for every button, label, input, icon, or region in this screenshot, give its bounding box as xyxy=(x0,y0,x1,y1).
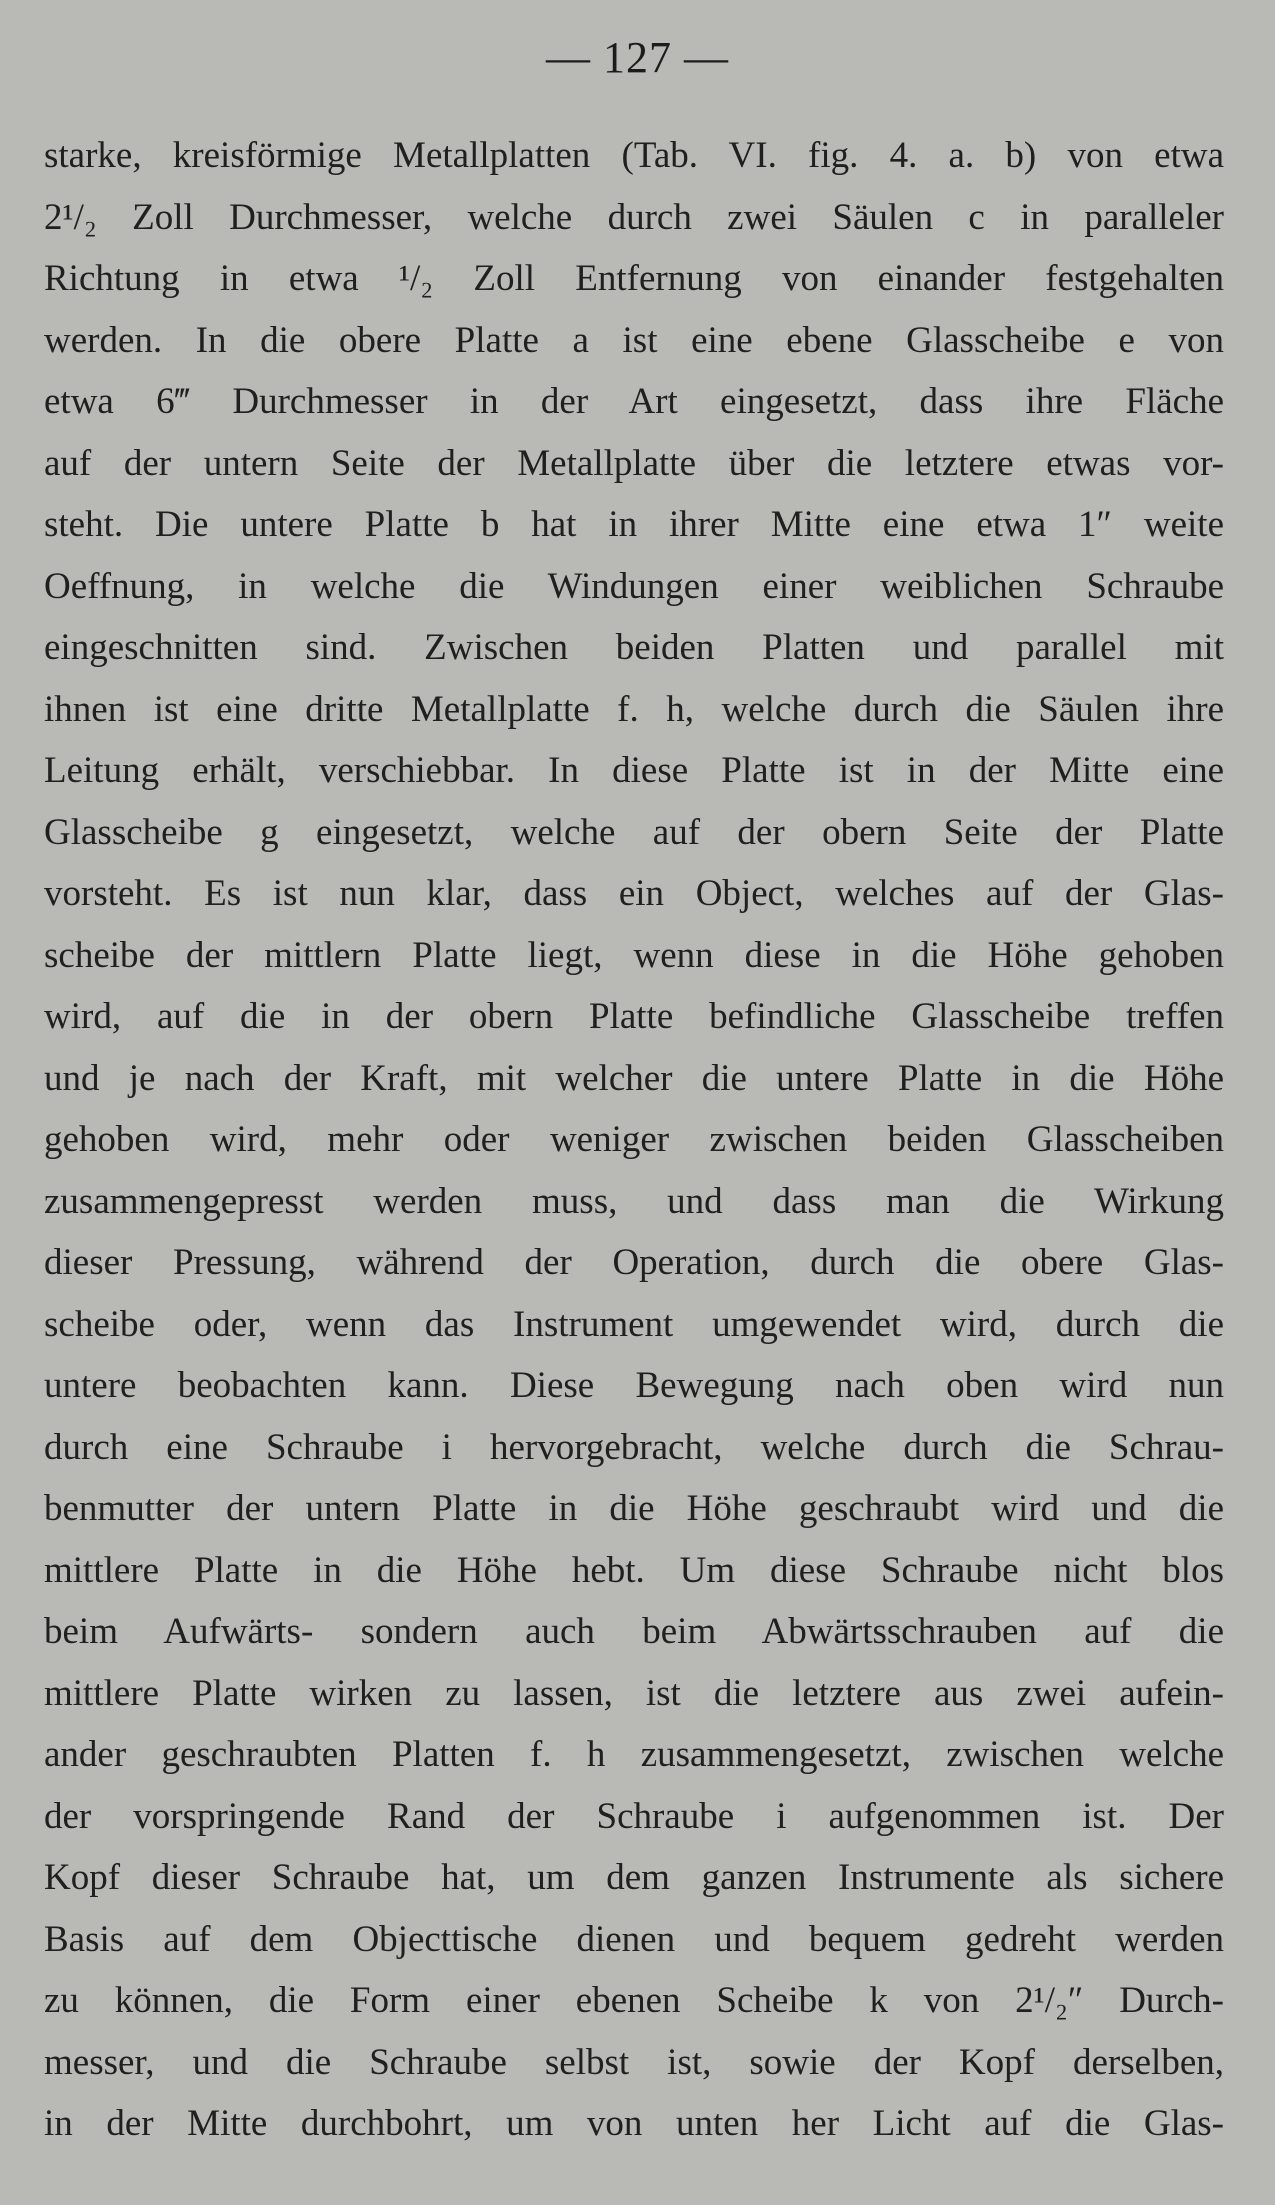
text-line: dieser Pressung, während der Operation, durch die obere Glas- xyxy=(44,1242,1224,1283)
body-text xyxy=(44,125,1224,2155)
text-line: messer, und die Schraube selbst ist, sowie der Kopf derselben, xyxy=(44,2041,1224,2083)
text-line: eingeschnitten sind. Zwischen beiden Platten und parallel mit xyxy=(44,627,1224,668)
text-line: untere beobachten kann. Diese Bewegung nach oben wird nun xyxy=(44,1365,1224,1406)
text-line: Glasscheibe g eingesetzt, welche auf der obern Seite der Platte xyxy=(44,811,1224,853)
text-line: vorsteht. Es ist nun klar, dass ein Object, welches auf der Glas- xyxy=(44,873,1224,914)
text-line: gehoben wird, mehr oder weniger zwischen beiden Glasscheiben xyxy=(44,1119,1224,1160)
text-line: benmutter der untern Platte in die Höhe geschraubt wird und die xyxy=(44,1488,1224,1529)
text-line: scheibe oder, wenn das Instrument umgewendet wird, durch die xyxy=(44,1303,1224,1345)
text-line: beim Aufwärts- sondern auch beim Abwärtsschrauben auf die xyxy=(44,1611,1224,1652)
text-line: Basis auf dem Objecttische dienen und bequem gedreht werden xyxy=(44,1918,1224,1960)
text-line: starke, kreisförmige Metallplatten (Tab. VI. fig. 4. a. b) von etwa xyxy=(44,135,1224,176)
text-line: Richtung in etwa ¹/₂ Zoll Entfernung von einander festgehalten xyxy=(44,258,1224,299)
text-line: und je nach der Kraft, mit welcher die untere Platte in die Höhe xyxy=(44,1057,1224,1099)
text-line: Leitung erhält, verschiebbar. In diese Platte ist in der Mitte eine xyxy=(44,750,1224,791)
text-line: etwa 6‴ Durchmesser in der Art eingesetzt, dass ihre Fläche xyxy=(44,381,1224,422)
text-line: durch eine Schraube i hervorgebracht, welche durch die Schrau- xyxy=(44,1426,1224,1468)
text-line: der vorspringende Rand der Schraube i aufgenommen ist. Der xyxy=(44,1795,1224,1837)
text-line: auf der untern Seite der Metallplatte über die letztere etwas vor- xyxy=(44,442,1224,484)
text-line: 2¹/₂ Zoll Durchmesser, welche durch zwei Säulen c in paralleler xyxy=(44,196,1224,238)
text-line: ihnen ist eine dritte Metallplatte f. h, welche durch die Säulen ihre xyxy=(44,688,1224,730)
page-number: — 127 — xyxy=(546,33,729,82)
text-line: zusammengepresst werden muss, und dass man die Wirkung xyxy=(44,1180,1224,1222)
text-line: ander geschraubten Platten f. h zusammengesetzt, zwischen welche xyxy=(44,1734,1224,1775)
text-line: Kopf dieser Schraube hat, um dem ganzen Instrumente als sichere xyxy=(44,1857,1224,1898)
text-line: wird, auf die in der obern Platte befindliche Glasscheibe treffen xyxy=(44,996,1224,1037)
text-line: mittlere Platte wirken zu lassen, ist die letztere aus zwei aufein- xyxy=(44,1672,1224,1714)
text-line: in der Mitte durchbohrt, um von unten her Licht auf die Glas- xyxy=(44,2103,1224,2144)
text-line: zu können, die Form einer ebenen Scheibe k von 2¹/₂″ Durch- xyxy=(44,1980,1224,2021)
text-line: scheibe der mittlern Platte liegt, wenn diese in die Höhe gehoben xyxy=(44,934,1224,976)
text-line: mittlere Platte in die Höhe hebt. Um diese Schraube nicht blos xyxy=(44,1549,1224,1591)
text-line: steht. Die untere Platte b hat in ihrer Mitte eine etwa 1″ weite xyxy=(44,504,1224,545)
text-line: Oeffnung, in welche die Windungen einer weiblichen Schraube xyxy=(44,565,1224,607)
text-line: werden. In die obere Platte a ist eine ebene Glasscheibe e von xyxy=(44,319,1224,361)
